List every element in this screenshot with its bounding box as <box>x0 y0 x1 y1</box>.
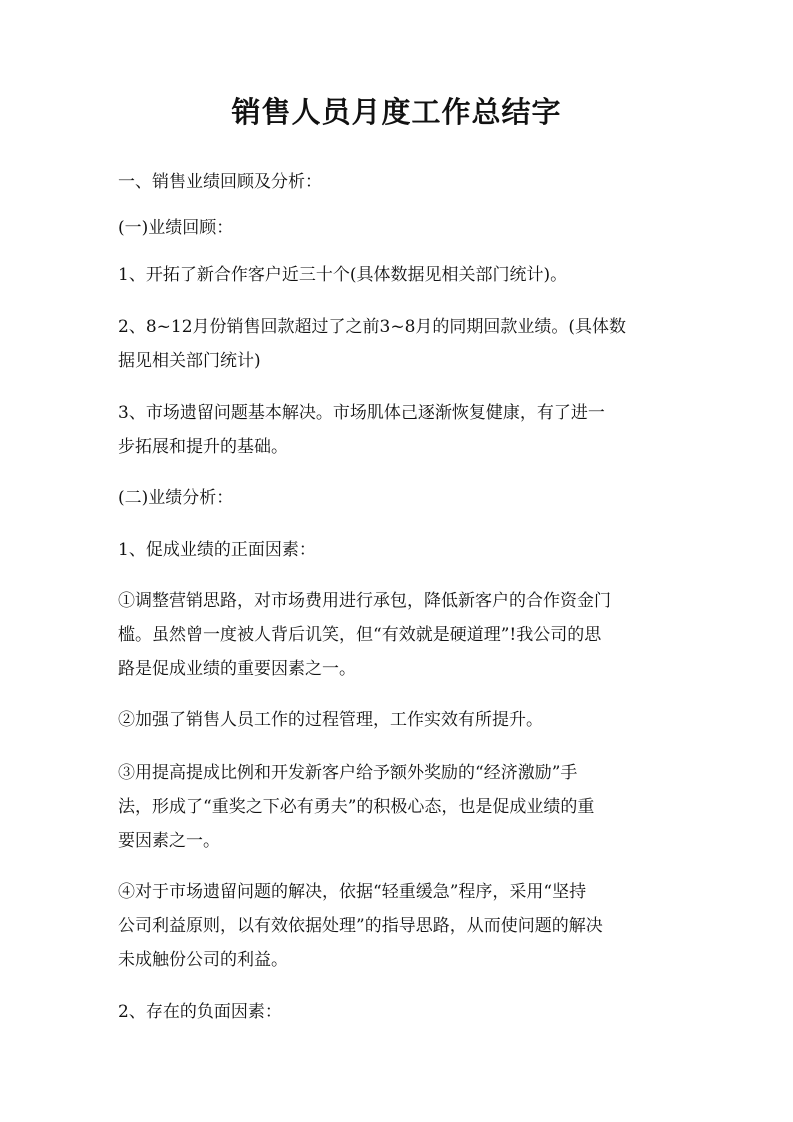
paragraph-line: 步拓展和提升的基础。 <box>118 437 288 457</box>
paragraph-line: (二)业绩分析： <box>118 488 234 508</box>
paragraph-line: 槛。虽然曾一度被人背后讥笑，但“有效就是硬道理”!我公司的思 <box>118 625 602 645</box>
paragraph-line: ③用提高提成比例和开发新客户给予额外奖励的“经济激励”手 <box>118 763 578 783</box>
document-title: 销售人员月度工作总结字 <box>231 95 562 129</box>
paragraph-factor-3 <box>118 756 678 858</box>
paragraph-line: 一、销售业绩回顾及分析： <box>118 172 322 192</box>
paragraph-line: 据见相关部门统计) <box>118 351 261 371</box>
paragraph-line: 1、促成业绩的正面因素： <box>118 540 316 560</box>
paragraph-line: 2、存在的负面因素： <box>118 1002 282 1022</box>
paragraph-line: (一)业绩回顾： <box>118 218 234 238</box>
paragraph-factor-4 <box>118 875 678 977</box>
paragraph-factor-1 <box>118 584 678 686</box>
paragraph-line: ②加强了销售人员工作的过程管理，工作实效有所提升。 <box>118 710 543 730</box>
paragraph-line: ④对于市场遗留问题的解决，依据“轻重缓急”程序，采用“坚持 <box>118 882 587 902</box>
paragraph-line: 3、市场遗留问题基本解决。市场肌体己逐渐恢复健康，有了进一 <box>118 403 605 423</box>
paragraph-factor-2 <box>118 703 678 737</box>
paragraph-line: 1、开拓了新合作客户近三十个(具体数据见相关部门统计)。 <box>118 265 568 285</box>
section-heading-1 <box>118 165 678 199</box>
paragraph-line: 公司利益原则，以有效依据处理”的指导思路，从而使问题的解决 <box>118 916 603 936</box>
paragraph-item-1 <box>118 258 678 292</box>
paragraph-line: 路是促成业绩的重要因素之一。 <box>118 659 356 679</box>
paragraph-line: 2、8~12月份销售回款超过了之前3~8月的同期回款业绩。(具体数 <box>118 317 627 337</box>
paragraph-line: ①调整营销思路，对市场费用进行承包，降低新客户的合作资金门 <box>118 591 611 611</box>
paragraph-item-2 <box>118 310 678 378</box>
subsection-heading-review <box>118 211 678 245</box>
paragraph-item-3 <box>118 396 678 464</box>
subsection-heading-analysis <box>118 481 678 515</box>
paragraph-line: 法，形成了“重奖之下必有勇夫”的积极心态，也是促成业绩的重 <box>118 797 595 817</box>
paragraph-line: 要因素之一。 <box>118 831 220 851</box>
paragraph-positive-factors-heading <box>118 533 678 567</box>
paragraph-negative-factors-heading <box>118 995 678 1029</box>
paragraph-line: 未成触份公司的利益。 <box>118 950 288 970</box>
